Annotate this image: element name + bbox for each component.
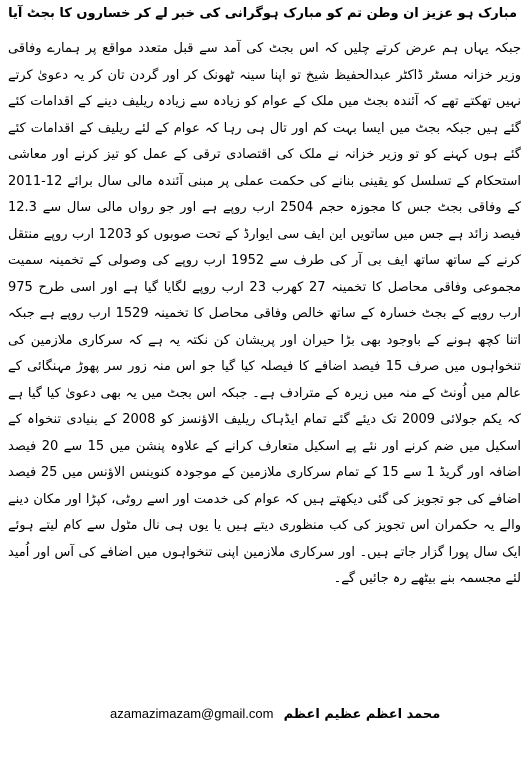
- author-name: محمد اعظم عظیم اعظم: [283, 707, 441, 722]
- poem-heading: [8, 6, 517, 21]
- article-body: جبکہ یہاں ہم عرض کرتے چلیں کہ اس بجٹ کی آمد سے قبل متعدد مواقع پر ہمارے وفاقی وزیر خزانہ مسٹر ڈاکٹر عبدالحفیظ شیخ تو اپنا سینہ ٹھونک کر اور گردن تان کر یہ دعویٰ کرتے نہیں تھکتے تھے کہ آئندہ بجٹ میں ملک کے عوام کو زیادہ سے زیادہ ریلیف دینے کے اقدامات کئے گئے ہیں جبکہ بجٹ میں ایسا بہت کم اور تال ہی رہا کہ عوام کے لئے ریلیف کے اقدامات کئے گئے ہوں کہنے کو تو وزیر خزانہ نے ملک کی اقتصادی ترقی کے عمل کو تیز کرنے اور معاشی استحکام کے تسلسل کو یقینی بنانے کی حکمت عملی پر مبنی آئندہ مالی سال برائے 12-2011 کے وفاقی بجٹ جس کا مجوزہ حجم 2504 ارب روپے ہے اور جو رواں مالی سال سے 12.3 فیصد زائد ہے جس میں ساتویں این ایف سی ایوارڈ کے تحت صوبوں کو 1203 ارب روپے منتقل کرنے کے ساتھ ساتھ ایف بی آر کی طرف سے 1952 ارب روپے کی وصولی کے تخمینہ سمیت مجموعی وفاقی محاصل کا تخمینہ 27 کھرب 23 ارب روپے لگایا گیا ہے اور اسی طرح 975 ارب روپے کے بجٹ خسارہ کے ساتھ خالص وفاقی محاصل کا تخمینہ 1529 ارب روپے ہے جبکہ اتنا کچھ ہونے کے باوجود بھی بڑا حیران اور پریشان کن نکتہ یہ ہے کہ سرکاری ملازمین کی تنخواہوں میں صرف 15 فیصد اضافے کا فیصلہ کیا گیا جو اس منہ زور سر پھوڑ مہنگائی کے عالم میں اُونٹ کے منہ میں زیرہ کے مترادف ہے۔ جبکہ اس بجٹ میں یہ بھی دعویٰ کیا گیا ہے کہ یکم جولائی 2009 تک دیئے گئے تمام ایڈہاک ریلیف الاؤنسز کو 2008 کے بنیادی تنخواہ کے اسکیل میں ضم کرنے اور نئے پے اسکیل متعارف کرانے کے علاوہ پنشن میں 15 سے 20 فیصد اضافہ اور گریڈ 1 سے 15 کے تمام سرکاری ملازمین کے موجودہ کنوینس الاؤنس میں 25 فیصد اضافے کی جو تجویز کی گئی دیکھتے ہیں کہ عوام کی خدمت اور اسے روٹی، کپڑا اور مکان دینے والے یہ حکمران اس تجویز کی کب منظوری دیتے ہیں یا یوں ہی نال مٹول سے کام لیتے ہوئے ایک سال پورا گزار جاتے ہیں۔ اور سرکاری ملازمین اپنی تنخواہوں میں اضافے کی آس اور اُمید لئے مجسمہ بنے بیٹھے رہ جائیں گے۔: [8, 41, 522, 586]
- author-email: azamazimazam@gmail.com: [110, 706, 274, 721]
- heading-subtitle: گرانی کی خبر لے کر خساروں کا بجٹ آیا: [8, 6, 263, 21]
- heading-greeting: مبارک ہو عزیز ان وطن تم کو مبارک ہو: [262, 6, 517, 21]
- author-signature: [110, 706, 441, 722]
